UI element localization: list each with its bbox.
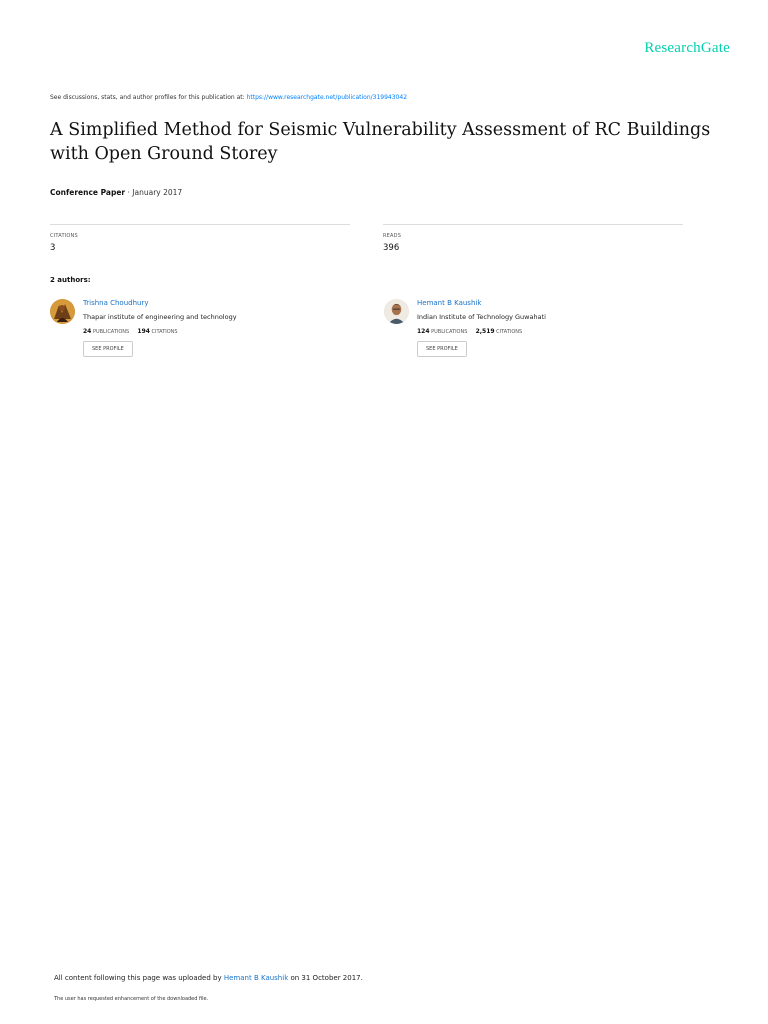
avatar-photo-icon	[384, 299, 409, 324]
author-publications-count: 24	[83, 328, 92, 335]
publication-url-link[interactable]: https://www.researchgate.net/publication/319943042	[246, 94, 408, 101]
discussion-line	[50, 94, 407, 101]
publication-meta	[50, 188, 182, 197]
author-avatar-photo[interactable]	[50, 299, 75, 324]
authors-heading: 2 authors:	[50, 276, 91, 284]
author-card	[50, 299, 350, 369]
uploader-name-link[interactable]: Hemant B Kaushik	[223, 974, 289, 982]
author-info	[83, 299, 237, 357]
author-citations-count: 2,519	[475, 328, 495, 335]
see-profile-button[interactable]: SEE PROFILE	[417, 341, 467, 357]
author-name-link[interactable]: Trishna Choudhury	[83, 299, 149, 307]
citations-label: CITATIONS	[50, 233, 78, 239]
author-publications-label: PUBLICATIONS	[92, 329, 130, 335]
author-publications-count: 124	[417, 328, 430, 335]
author-stats	[83, 328, 237, 335]
citations-value: 3	[50, 243, 56, 253]
author-citations-label: CITATIONS	[496, 329, 523, 335]
upload-prefix: All content following this page was uploaded by	[54, 974, 222, 982]
publication-title: A Simplified Method for Seismic Vulnerability Assessment of RC Buildings with Open Ground Storey	[50, 120, 711, 164]
author-publications-label: PUBLICATIONS	[431, 329, 468, 335]
avatar-photo-icon	[50, 299, 75, 324]
reads-stat	[383, 224, 683, 253]
author-name-link[interactable]: Hemant B Kaushik	[417, 299, 482, 307]
author-info	[417, 299, 546, 357]
see-profile-button[interactable]: SEE PROFILE	[83, 341, 133, 357]
citations-stat	[50, 224, 350, 253]
upload-suffix: on 31 October 2017.	[290, 974, 363, 982]
author-citations-count: 194	[137, 328, 150, 335]
reads-value: 396	[383, 243, 400, 253]
publication-date: · January 2017	[127, 188, 183, 197]
enhancement-note: The user has requested enhancement of the downloaded file.	[54, 996, 209, 1002]
researchgate-logo[interactable]: ResearchGate	[644, 40, 730, 56]
author-institution: Thapar institute of engineering and technology	[83, 313, 237, 321]
reads-label: READS	[383, 233, 402, 239]
author-institution: Indian Institute of Technology Guwahati	[417, 313, 546, 321]
author-avatar-photo[interactable]	[384, 299, 409, 324]
upload-info	[54, 974, 363, 982]
discussion-text: See discussions, stats, and author profiles for this publication at:	[50, 94, 245, 101]
author-card	[384, 299, 684, 369]
author-stats	[417, 328, 546, 335]
author-citations-label: CITATIONS	[151, 329, 178, 335]
publication-type: Conference Paper	[50, 188, 126, 197]
